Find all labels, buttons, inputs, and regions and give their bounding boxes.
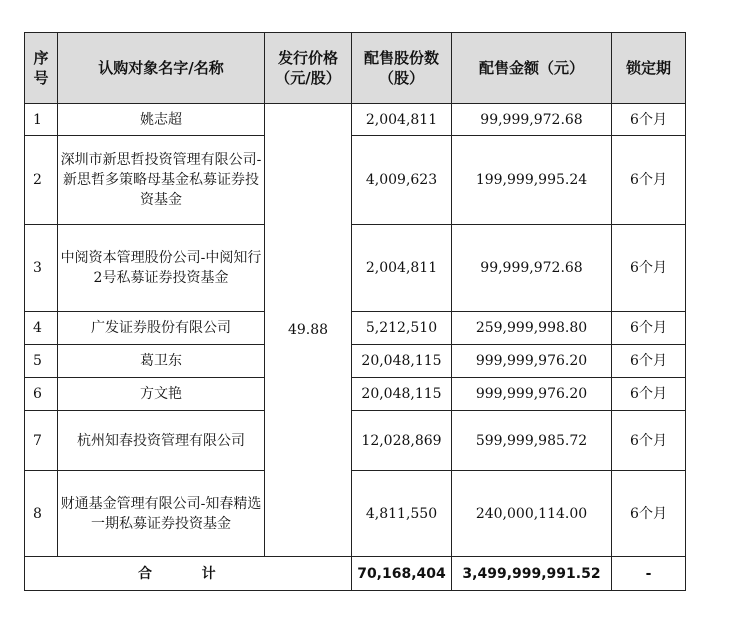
- shares-cell: 20,048,115: [352, 345, 452, 378]
- row-number: 4: [25, 312, 58, 345]
- subscriber-name: 中阅资本管理股份公司-中阅知行2号私募证券投资基金: [58, 225, 265, 312]
- table-row: [25, 104, 686, 136]
- lock-cell: 6个月: [612, 411, 686, 471]
- subscriber-name: 财通基金管理有限公司-知春精选一期私募证券投资基金: [58, 471, 265, 557]
- subscriber-name: 杭州知春投资管理有限公司: [58, 411, 265, 471]
- table-row: [25, 312, 686, 345]
- subscriber-name: 姚志超: [58, 104, 265, 136]
- lock-cell: 6个月: [612, 225, 686, 312]
- table-row: [25, 411, 686, 471]
- allocation-table: [24, 32, 686, 591]
- table-row: [25, 136, 686, 225]
- shares-cell: 12,028,869: [352, 411, 452, 471]
- subscriber-name: 葛卫东: [58, 345, 265, 378]
- total-amount: 3,499,999,991.52: [452, 557, 612, 591]
- row-number: 8: [25, 471, 58, 557]
- lock-cell: 6个月: [612, 471, 686, 557]
- lock-cell: 6个月: [612, 312, 686, 345]
- row-number: 2: [25, 136, 58, 225]
- header-seq: 序号: [25, 33, 58, 104]
- header-price: 发行价格（元/股）: [265, 33, 352, 104]
- amount-cell: 599,999,985.72: [452, 411, 612, 471]
- header-amount: 配售金额（元）: [452, 33, 612, 104]
- total-row: [25, 557, 686, 591]
- shares-cell: 4,009,623: [352, 136, 452, 225]
- amount-cell: 999,999,976.20: [452, 378, 612, 411]
- header-shares: 配售股份数（股）: [352, 33, 452, 104]
- lock-cell: 6个月: [612, 378, 686, 411]
- lock-cell: 6个月: [612, 345, 686, 378]
- shares-cell: 20,048,115: [352, 378, 452, 411]
- subscriber-name: 深圳市新思哲投资管理有限公司-新思哲多策略母基金私募证券投资基金: [58, 136, 265, 225]
- amount-cell: 240,000,114.00: [452, 471, 612, 557]
- row-number: 3: [25, 225, 58, 312]
- row-number: 5: [25, 345, 58, 378]
- shares-cell: 2,004,811: [352, 225, 452, 312]
- amount-cell: 99,999,972.68: [452, 104, 612, 136]
- row-number: 6: [25, 378, 58, 411]
- table-row: [25, 378, 686, 411]
- shares-cell: 4,811,550: [352, 471, 452, 557]
- total-label: 合 计: [137, 565, 239, 582]
- issue-price: 49.88: [265, 104, 352, 557]
- table-row: [25, 225, 686, 312]
- shares-cell: 2,004,811: [352, 104, 452, 136]
- amount-cell: 259,999,998.80: [452, 312, 612, 345]
- total-lock: -: [612, 557, 686, 591]
- amount-cell: 199,999,995.24: [452, 136, 612, 225]
- header-lock: 锁定期: [612, 33, 686, 104]
- table-row: [25, 345, 686, 378]
- table-row: [25, 471, 686, 557]
- header-name: 认购对象名字/名称: [58, 33, 265, 104]
- amount-cell: 99,999,972.68: [452, 225, 612, 312]
- total-shares: 70,168,404: [352, 557, 452, 591]
- subscriber-name: 方文艳: [58, 378, 265, 411]
- row-number: 1: [25, 104, 58, 136]
- lock-cell: 6个月: [612, 136, 686, 225]
- amount-cell: 999,999,976.20: [452, 345, 612, 378]
- shares-cell: 5,212,510: [352, 312, 452, 345]
- subscriber-name: 广发证券股份有限公司: [58, 312, 265, 345]
- total-label-cell: [25, 557, 352, 591]
- row-number: 7: [25, 411, 58, 471]
- header-row: [25, 33, 686, 104]
- lock-cell: 6个月: [612, 104, 686, 136]
